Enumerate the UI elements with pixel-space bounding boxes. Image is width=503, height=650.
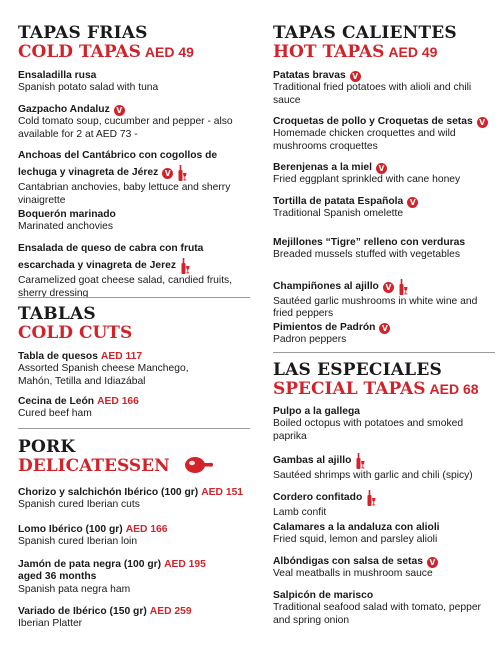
section-divider (18, 428, 250, 429)
menu-item: Chorizo y salchichón Ibérico (100 gr) AED 151 Spanish cured Iberian cuts (18, 487, 244, 511)
section-divider (18, 297, 250, 298)
vegetarian-icon: V (376, 163, 387, 174)
cold-cuts-title-en: COLD CUTS (18, 323, 133, 343)
menu-item: Ensalada de queso de cabra con fruta escarchada y vinagreta de Jerez Caramelized goat cheese salad, candied fruits, sherry dressing (18, 243, 233, 299)
wine-icon (180, 255, 190, 275)
menu-item: Jamón de pata negra (100 gr) AED 195 aged 36 months Spanish pata negra ham (18, 559, 206, 595)
menu-item: Variado de Ibérico (150 gr) AED 259 Iberian Platter (18, 606, 192, 630)
cold-tapas-price: AED 49 (144, 44, 194, 60)
ham-icon (183, 455, 213, 475)
cold-tapas-title-en: COLD TAPAS AED 49 (18, 42, 194, 62)
vegetarian-icon: V (407, 197, 418, 208)
cold-tapas-title-es: TAPAS FRIAS (18, 23, 148, 43)
vegetarian-icon: V (114, 105, 125, 116)
menu-item: Gambas al ajillo Sautéed shrimps with garlic and chili (spicy) (273, 450, 495, 482)
menu-item: Albóndigas con salsa de setas V Veal meatballs in mushroom sauce (273, 556, 495, 581)
wine-icon (398, 276, 408, 296)
vegetarian-icon: V (350, 71, 361, 82)
menu-item: Anchoas del Cantábrico con cogollos de lechuga y vinagreta de Jérez V Cantabrian anchovies, baby lettuce and sherry vinaigrette (18, 150, 231, 206)
menu-item: Patatas bravas V Traditional fried potatoes with alioli and chili sauce (273, 70, 472, 106)
menu-item: Tabla de quesos AED 117 Assorted Spanish cheese Manchego, Mahón, Tetilla and Idiazábal (18, 351, 189, 387)
menu-item: Champiñones al ajillo V Sautéed garlic mushrooms in white wine and fried peppers (273, 276, 495, 321)
wine-icon (366, 487, 376, 507)
menu-item: Gazpacho Andaluz V Cold tomato soup, cucumber and pepper - also available for 2 at AED 73 - (18, 104, 233, 140)
menu-item: Cordero confitado Lamb confit (273, 487, 495, 519)
vegetarian-icon: V (427, 557, 438, 568)
menu-item: Croquetas de pollo y Croquetas de setas V Homemade chicken croquettes and wild mushrooms croquettes (273, 116, 495, 153)
vegetarian-icon: V (162, 168, 173, 179)
wine-icon (177, 162, 187, 182)
pork-title-en: DELICATESSEN (18, 456, 170, 476)
special-tapas-title-en: SPECIAL TAPAS AED 68 (273, 379, 479, 399)
hot-tapas-title-es: TAPAS CALIENTES (273, 23, 457, 43)
menu-item: Calamares a la andaluza con alioli Fried squid, lemon and parsley alioli (273, 522, 440, 546)
hot-tapas-title-en: HOT TAPAS AED 49 (273, 42, 438, 62)
menu-item: Ensaladilla rusa Spanish potato salad with tuna (18, 70, 159, 94)
vegetarian-icon: V (383, 282, 394, 293)
pork-title-es: PORK (18, 437, 76, 457)
menu-item: Tortilla de patata Española V Traditional Spanish omelette (273, 196, 495, 221)
section-divider (273, 352, 495, 353)
wine-icon (355, 450, 365, 470)
special-tapas-price: AED 68 (429, 381, 479, 397)
menu-item: Cecina de León AED 166 Cured beef ham (18, 396, 139, 420)
menu-item: Pimientos de Padrón V Padron peppers (273, 322, 495, 347)
vegetarian-icon: V (379, 323, 390, 334)
menu-item: Mejillones “Tigre” relleno con verduras Breaded mussels stuffed with vegetables (273, 237, 466, 261)
hot-tapas-header (273, 24, 495, 62)
hot-tapas-price: AED 49 (388, 44, 438, 60)
cold-cuts-title-es: TABLAS (18, 304, 96, 324)
menu-item: Boquerón marinado Marinated anchovies (18, 209, 116, 233)
menu-item: Lomo Ibérico (100 gr) AED 166 Spanish cured Iberian loin (18, 524, 168, 548)
special-tapas-title-es: LAS ESPECIALES (273, 360, 442, 380)
vegetarian-icon: V (477, 117, 488, 128)
menu-item: Berenjenas a la miel V Fried eggplant sprinkled with cane honey (273, 162, 461, 186)
menu-item: Salpicón de marisco Traditional seafood salad with tomato, pepper and spring onion (273, 590, 481, 626)
special-tapas-header (273, 361, 495, 399)
pork-header (18, 438, 250, 476)
cold-tapas-header (18, 24, 250, 62)
cold-cuts-header (18, 305, 250, 343)
menu-item: Pulpo a la gallega Boiled octopus with potatoes and smoked paprika (273, 406, 464, 442)
